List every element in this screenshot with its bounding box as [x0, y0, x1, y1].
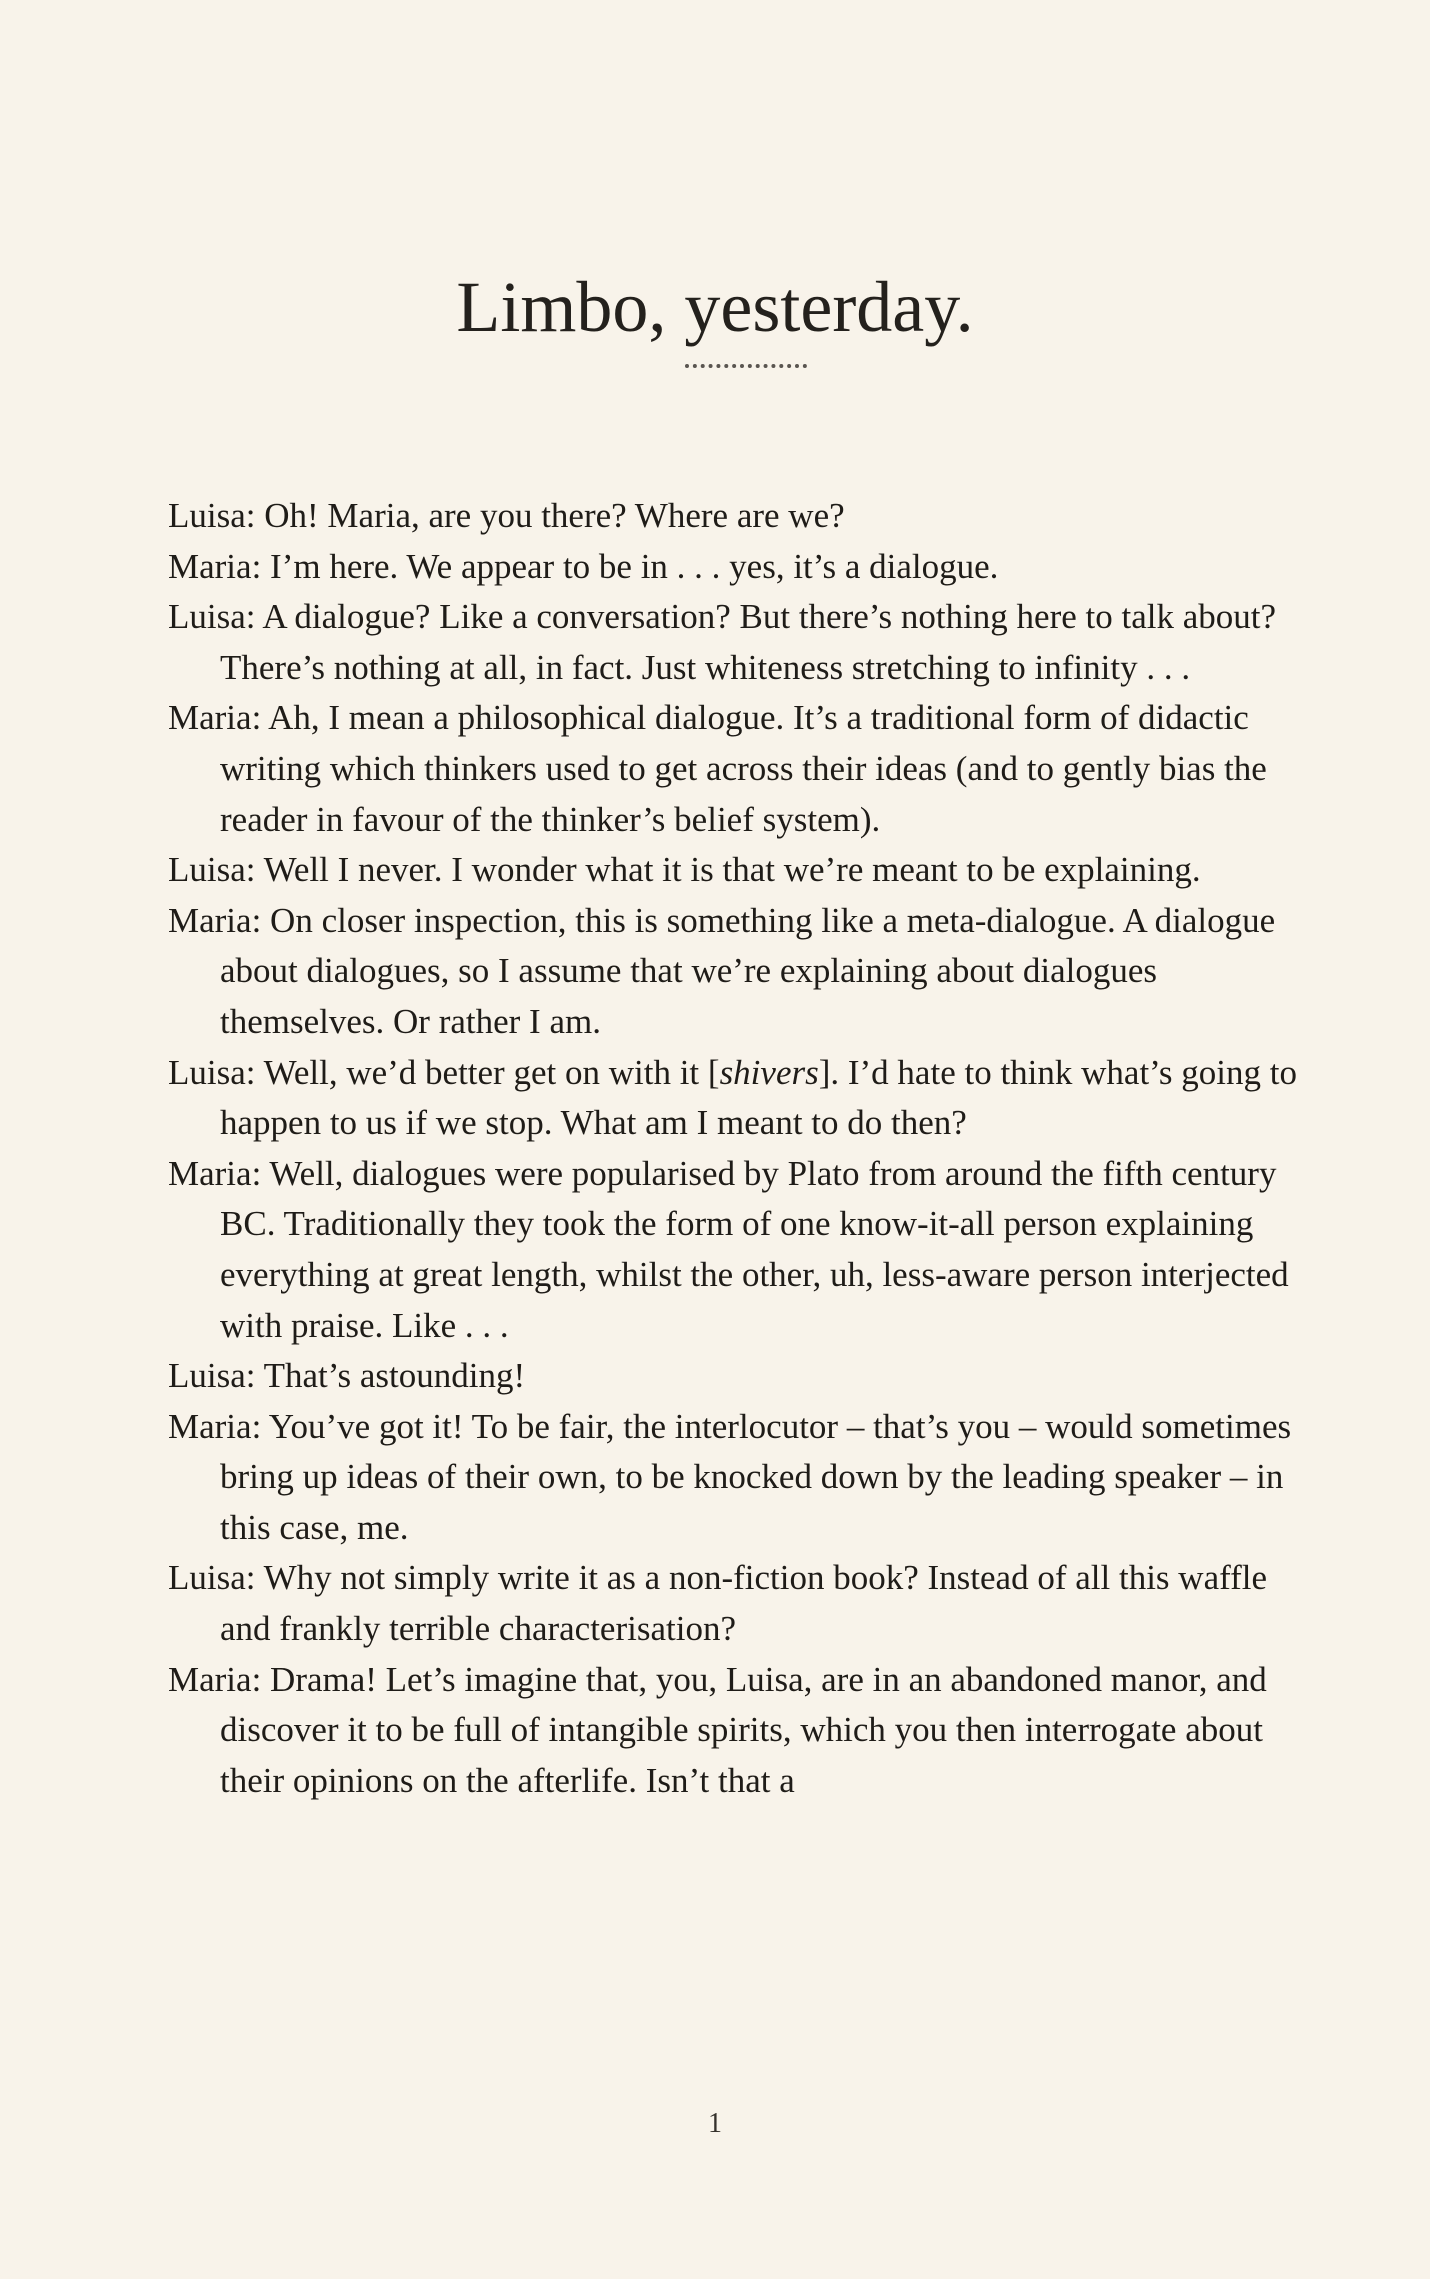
speech-text: Drama! Let’s imagine that, you, Luisa, are in an abandoned manor, and discover it to be full of intangible spirits, which you then interrogate about their opinions on the afterlife. Isn’t that a [220, 1659, 1267, 1800]
speaker-name: Luisa: [168, 1558, 256, 1598]
speaker-name: Maria: [168, 698, 262, 738]
speech-text: That’s astounding! [263, 1356, 526, 1396]
speech-text: I’m here. We appear to be in . . . yes, it’s a dialogue. [270, 546, 999, 586]
dialogue-line [168, 1351, 1303, 1402]
speaker-name: Maria: [168, 1659, 262, 1699]
speech-text: Well, dialogues were popularised by Plato from around the fifth century BC. Traditionally they took the form of one know-it-all person explaining everything at great length, whilst the other, uh, less-aware person interjected with praise. Like . . . [220, 1153, 1289, 1345]
speech-text: You’ve got it! To be fair, the interlocutor – that’s you – would sometimes bring up ideas of their own, to be knocked down by the leading speaker – in this case, me. [220, 1406, 1292, 1547]
dialogue-line [168, 542, 1303, 593]
chapter-title: Limbo, yesterday. [456, 267, 974, 347]
speaker-name: Maria: [168, 1406, 262, 1446]
dialogue-line [168, 1048, 1303, 1149]
speaker-name: Maria: [168, 546, 262, 586]
speech-text: Ah, I mean a philosophical dialogue. It’s a traditional form of didactic writing which thinkers used to get across their ideas (and to gently bias the reader in favour of the thinker’s belief system). [220, 698, 1267, 839]
speech-text-before: Well, we’d better get on with it [ [263, 1052, 720, 1092]
speaker-name: Maria: [168, 1153, 262, 1193]
dialogue-line [168, 1553, 1303, 1654]
dialogue-line [168, 491, 1303, 542]
title-ornament [685, 364, 807, 368]
speaker-name: Luisa: [168, 597, 256, 637]
speech-text: A dialogue? Like a conversation? But there’s nothing here to talk about? There’s nothing at all, in fact. Just whiteness stretching to infinity . . . [220, 597, 1277, 687]
speaker-name: Luisa: [168, 850, 256, 890]
dialogue-line [168, 1149, 1303, 1351]
dialogue-line [168, 1655, 1303, 1807]
speech-text: Oh! Maria, are you there? Where are we? [264, 496, 845, 535]
speaker-name: Luisa: [168, 496, 256, 535]
dialogue-line [168, 592, 1303, 693]
speaker-name: Luisa: [168, 1356, 256, 1396]
speaker-name: Maria: [168, 900, 262, 940]
dialogue-body [168, 491, 1303, 1806]
dialogue-line [168, 693, 1303, 845]
speech-text: On closer inspection, this is something like a meta-dialogue. A dialogue about dialogues, so I assume that we’re explaining about dialogues themselves. Or rather I am. [220, 900, 1276, 1041]
speech-text-after: ]. I’d hate to think what’s going to happen to us if we stop. What am I meant to do then? [220, 1052, 1297, 1143]
speech-text: Why not simply write it as a non-fiction book? Instead of all this waffle and frankly terrible characterisation? [220, 1558, 1268, 1649]
dialogue-line [168, 896, 1303, 1048]
page-number: 1 [708, 2108, 722, 2139]
speaker-name: Luisa: [168, 1052, 256, 1092]
dialogue-line [168, 845, 1303, 896]
speech-text: Well I never. I wonder what it is that we’re meant to be explaining. [263, 850, 1201, 890]
speech-text [220, 1053, 1297, 1143]
stage-direction: shivers [719, 1052, 819, 1092]
dialogue-line [168, 1402, 1303, 1554]
